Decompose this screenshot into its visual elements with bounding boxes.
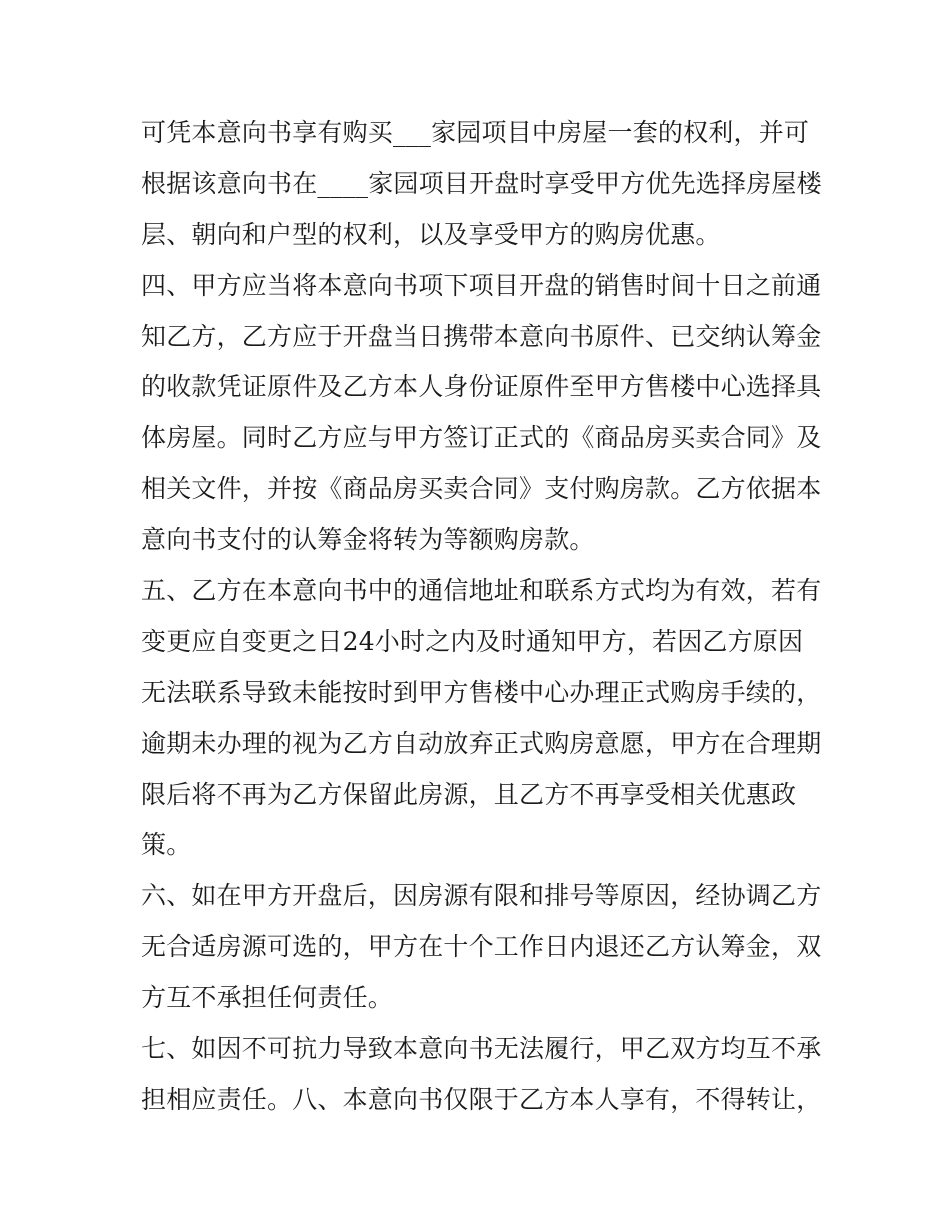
text-line: 相关文件，并按《商品房买卖合同》支付购房款。乙方依据本	[141, 474, 822, 504]
text-line: 担相应责任。八、本意向书仅限于乙方本人享有，不得转让，	[141, 1084, 822, 1114]
text-line: 五、乙方在本意向书中的通信地址和联系方式均为有效，若有	[141, 576, 822, 606]
text-line: 的收款凭证原件及乙方本人身份证原件至甲方售楼中心选择具	[141, 372, 822, 402]
text-line: 根据该意向书在____家园项目开盘时享受甲方优先选择房屋楼	[141, 168, 822, 198]
text-line: 六、如在甲方开盘后，因房源有限和排号等原因，经协调乙方	[141, 881, 822, 911]
text-line: 体房屋。同时乙方应与甲方签订正式的《商品房买卖合同》及	[141, 423, 822, 453]
text-line: 四、甲方应当将本意向书项下项目开盘的销售时间十日之前通	[141, 270, 822, 300]
text-line: 策。	[141, 830, 192, 860]
text-line: 无法联系导致未能按时到甲方售楼中心办理正式购房手续的，	[141, 677, 822, 707]
text-line: 意向书支付的认筹金将转为等额购房款。	[141, 525, 595, 555]
text-line: 变更应自变更之日24小时之内及时通知甲方，若因乙方原因	[141, 626, 804, 656]
text-line: 方互不承担任何责任。	[141, 983, 394, 1013]
text-line: 可凭本意向书享有购买___家园项目中房屋一套的权利，并可	[141, 118, 810, 147]
text-line: 限后将不再为乙方保留此房源，且乙方不再享受相关优惠政	[141, 779, 797, 809]
text-line: 逾期未办理的视为乙方自动放弃正式购房意愿，甲方在合理期	[141, 728, 822, 758]
text-line: 层、朝向和户型的权利，以及享受甲方的购房优惠。	[141, 219, 721, 249]
text-line: 无合适房源可选的，甲方在十个工作日内退还乙方认筹金，双	[141, 932, 822, 962]
text-line: 知乙方，乙方应于开盘当日携带本意向书原件、已交纳认筹金	[141, 321, 822, 351]
text-line: 七、如因不可抗力导致本意向书无法履行，甲乙双方均互不承	[141, 1034, 822, 1064]
document-body	[141, 108, 821, 1126]
